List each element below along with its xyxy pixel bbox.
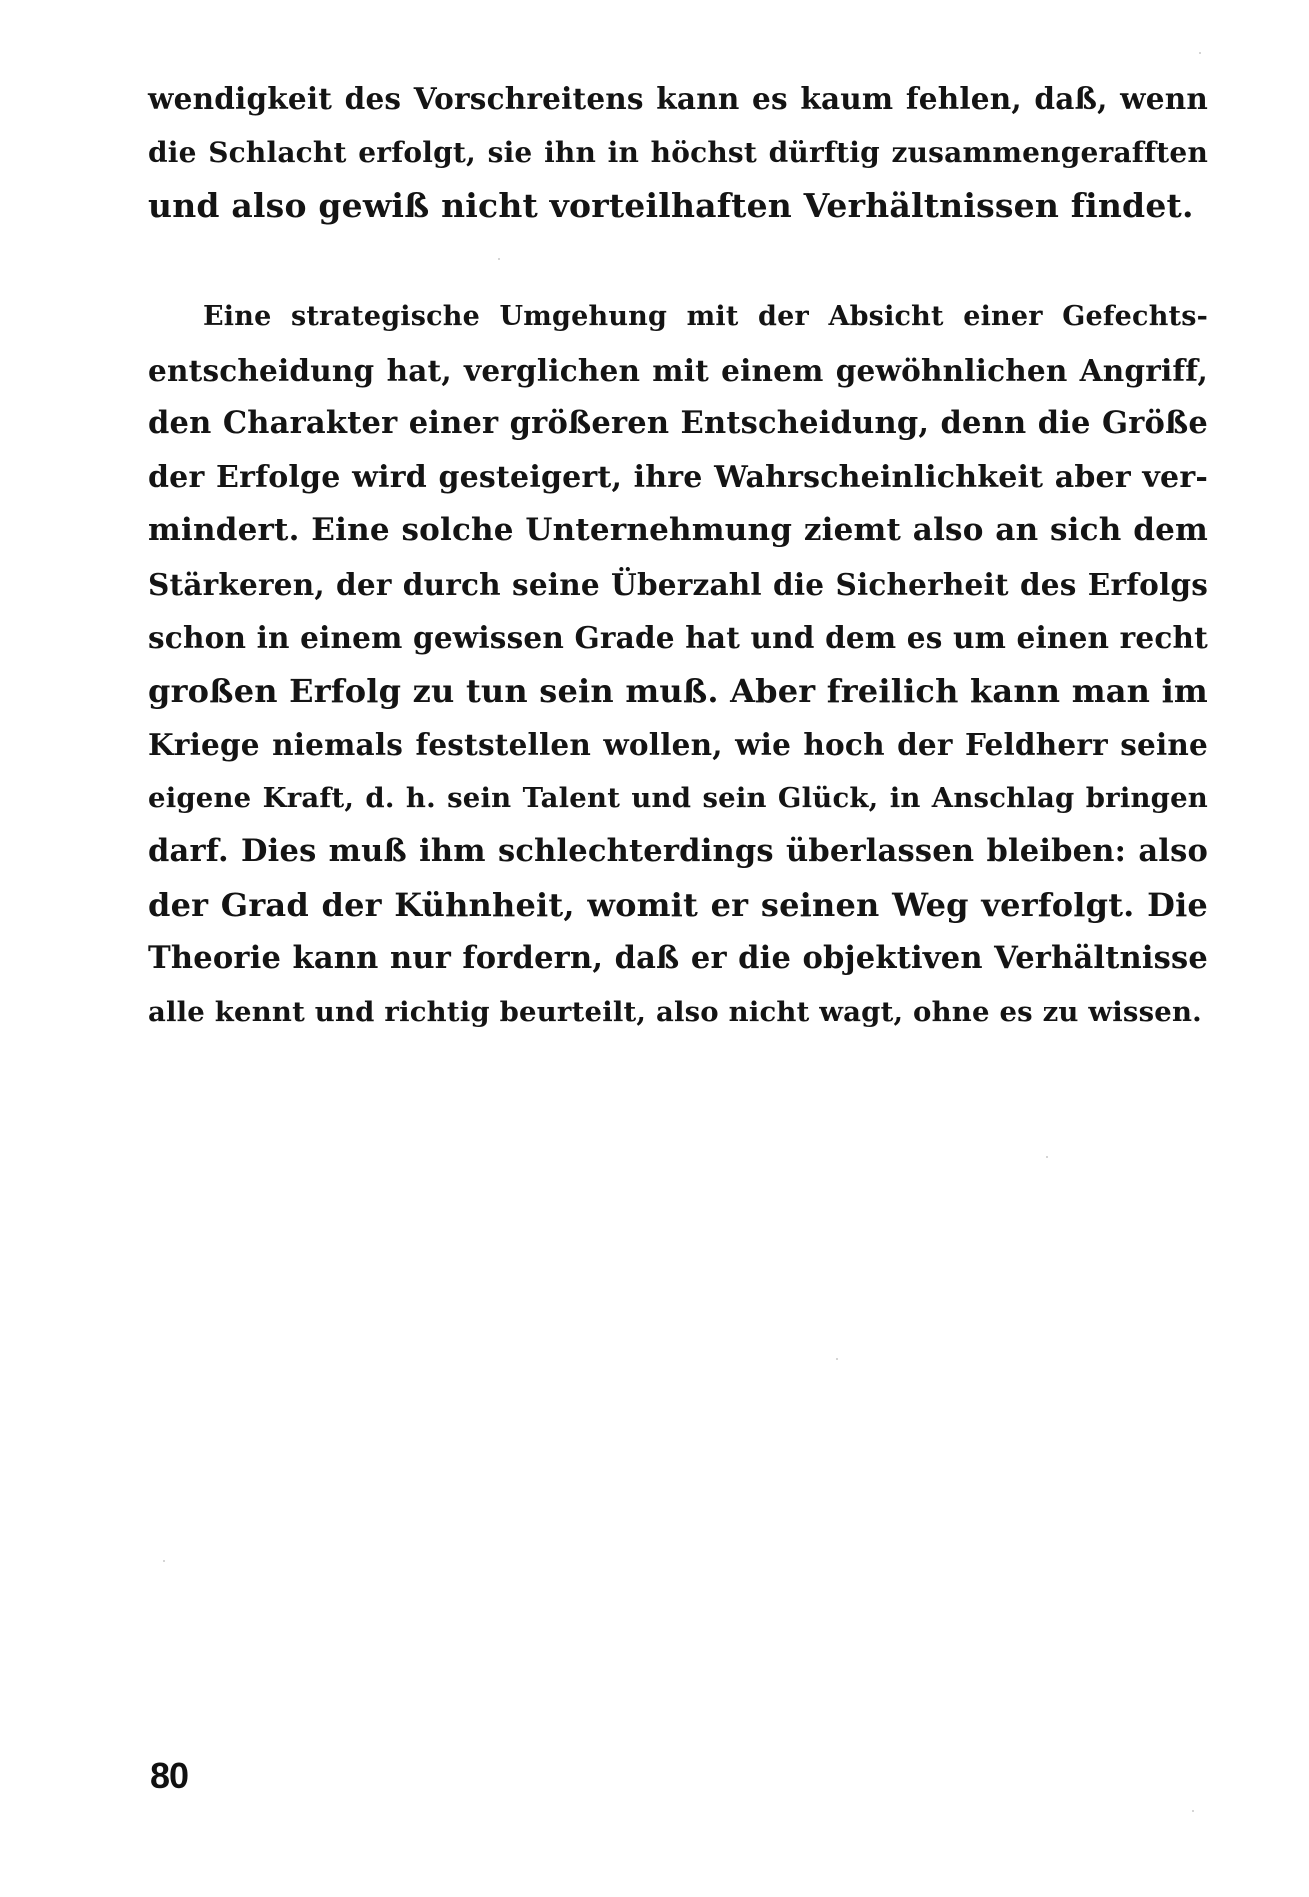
paragraph-line: Theorie kann nur fordern, daß er die objektiven Verhältnisse	[148, 940, 1208, 976]
paragraph-line: schon in einem gewissen Grade hat und dem es um einen recht	[148, 620, 1209, 655]
paragraph-line: Eine strategische Umgehung mit der Absicht einer Gefechts-	[203, 301, 1208, 332]
scan-speck	[498, 258, 500, 260]
scan-speck	[1046, 1156, 1048, 1158]
paragraph-line: wendigkeit des Vorschreitens kann es kaum fehlen, daß, wenn	[148, 81, 1208, 116]
scan-speck	[163, 1560, 165, 1562]
paragraph-line: Kriege niemals feststellen wollen, wie hoch der Feldherr seine	[148, 727, 1208, 762]
paragraph-line: der Grad der Kühnheit, womit er seinen Weg verfolgt. Die	[148, 885, 1208, 924]
paragraph-line: die Schlacht erfolgt, sie ihn in höchst dürftig zusammengerafften	[148, 135, 1208, 169]
paragraph-line: großen Erfolg zu tun sein muß. Aber freilich kann man im	[148, 671, 1208, 710]
paragraph-line: alle kennt und richtig beurteilt, also nicht wagt, ohne es zu wissen.	[148, 995, 1202, 1028]
scan-speck	[836, 1358, 838, 1360]
paragraph-line: entscheidung hat, verglichen mit einem gewöhnlichen Angriff,	[148, 352, 1208, 388]
scan-speck	[1192, 1810, 1194, 1812]
paragraph-line: der Erfolge wird gesteigert, ihre Wahrscheinlichkeit aber ver-	[148, 459, 1208, 495]
paragraph-line: Stärkeren, der durch seine Überzahl die Sicherheit des Erfolgs	[148, 566, 1208, 602]
paragraph-2	[148, 290, 1208, 1039]
paragraph-line: mindert. Eine solche Unternehmung ziemt also an sich dem	[148, 512, 1208, 548]
page-number: 80	[150, 1755, 189, 1796]
scan-speck	[1199, 52, 1201, 54]
paragraph-line: eigene Kraft, d. h. sein Talent und sein Glück, in Anschlag bringen	[148, 781, 1208, 814]
paragraph-line: und also gewiß nicht vorteilhaften Verhältnissen findet.	[148, 186, 1194, 225]
paragraph-line: den Charakter einer größeren Entscheidung, denn die Größe	[148, 405, 1208, 441]
paragraph-line: darf. Dies muß ihm schlechterdings überlassen bleiben: also	[148, 833, 1208, 869]
paragraph-1	[148, 72, 1208, 233]
